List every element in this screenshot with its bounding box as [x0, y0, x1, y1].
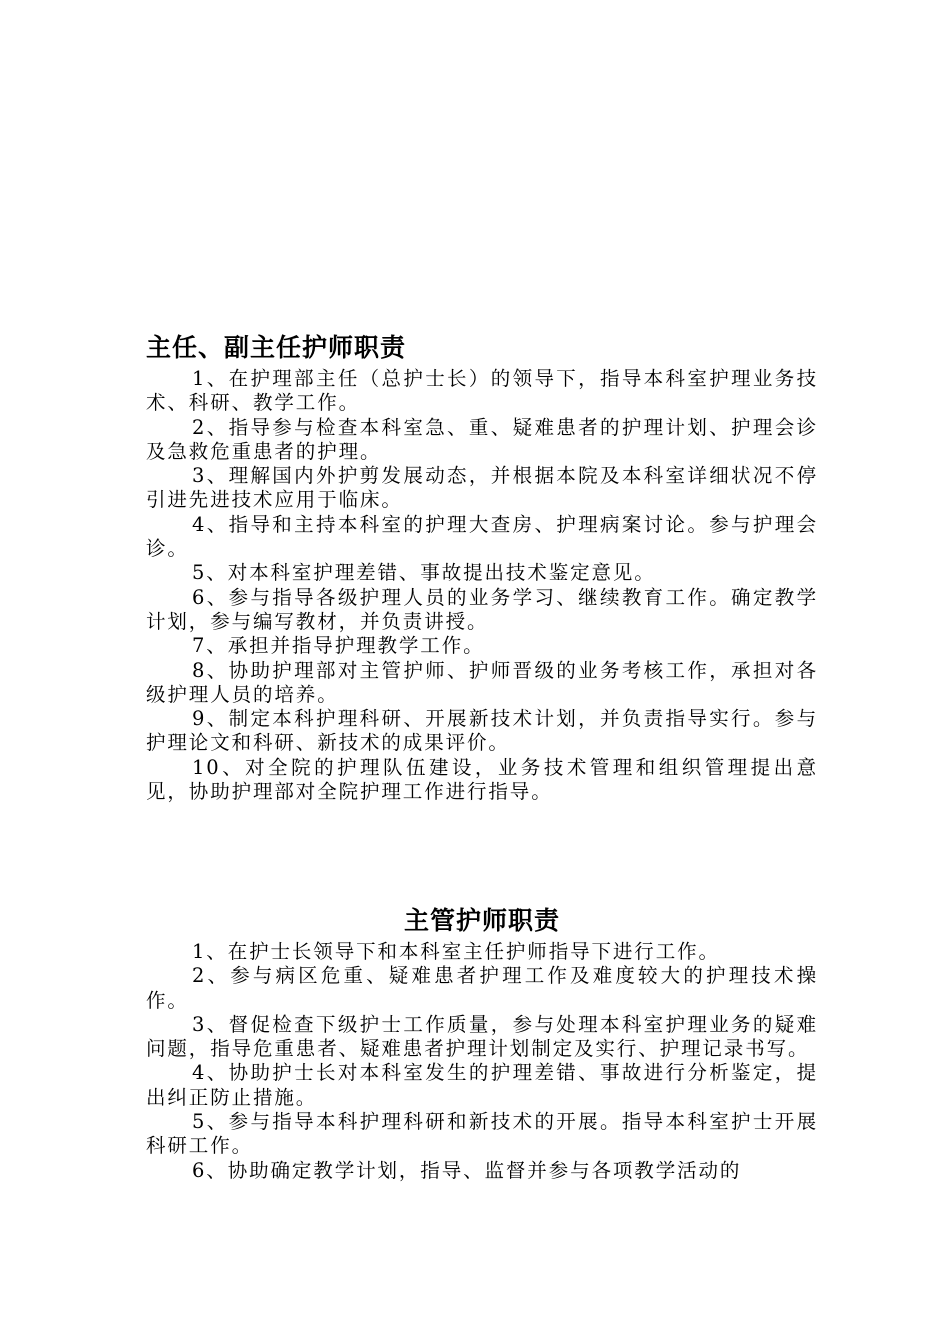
- section-title: 主任、副主任护师职责: [146, 333, 407, 362]
- duty-item: 1、在护士长领导下和本科室主任护师指导下进行工作。: [192, 940, 720, 963]
- duty-item: 3、理解国内外护剪发展动态，并根据本院及本科室详细状况不停引进先进技术应用于临床。: [146, 464, 818, 512]
- section-title: 主管护师职责: [403, 906, 560, 935]
- duty-item: 8、协助护理部对主管护师、护师晋级的业务考核工作，承担对各级护理人员的培养。: [146, 658, 818, 706]
- duty-item: 4、协助护士长对本科室发生的护理差错、事故进行分析鉴定，提出纠正防止措施。: [146, 1061, 818, 1109]
- duty-item: 2、参与病区危重、疑难患者护理工作及难度较大的护理技术操作。: [146, 964, 818, 1012]
- duty-item: 6、协助确定教学计划，指导、监督并参与各项教学活动的: [192, 1158, 742, 1182]
- duty-item: 6、参与指导各级护理人员的业务学习、继续教育工作。确定教学计划，参与编写教材，并负责讲授。: [146, 585, 818, 633]
- section-chief-nurse-duties: [146, 330, 818, 804]
- duty-item: 1、在护理部主任（总护士长）的领导下，指导本科室护理业务技术、科研、教学工作。: [146, 367, 818, 415]
- duty-item: 4、指导和主持本科室的护理大查房、护理病案讨论。参与护理会诊。: [146, 512, 818, 561]
- duty-item: 10、对全院的护理队伍建设，业务技术管理和组织管理提出意见，协助护理部对全院护理工作进行指导。: [146, 755, 818, 804]
- duty-item: 5、对本科室护理差错、事故提出技术鉴定意见。: [192, 561, 656, 585]
- duty-item: 3、督促检查下级护士工作质量，参与处理本科室护理业务的疑难问题，指导危重患者、疑难患者护理计划制定及实行、护理记录书写。: [146, 1012, 818, 1061]
- duty-item: 2、指导参与检查本科室急、重、疑难患者的护理计划、护理会诊及急救危重患者的护理。: [146, 415, 818, 463]
- duty-item: 9、制定本科护理科研、开展新技术计划，并负责指导实行。参与护理论文和科研、新技术的成果评价。: [146, 707, 818, 755]
- duty-item: 7、承担并指导护理教学工作。: [192, 634, 485, 658]
- duty-item: 5、参与指导本科护理科研和新技术的开展。指导本科室护士开展科研工作。: [146, 1110, 818, 1158]
- section-supervisor-nurse-duties: [146, 903, 818, 1183]
